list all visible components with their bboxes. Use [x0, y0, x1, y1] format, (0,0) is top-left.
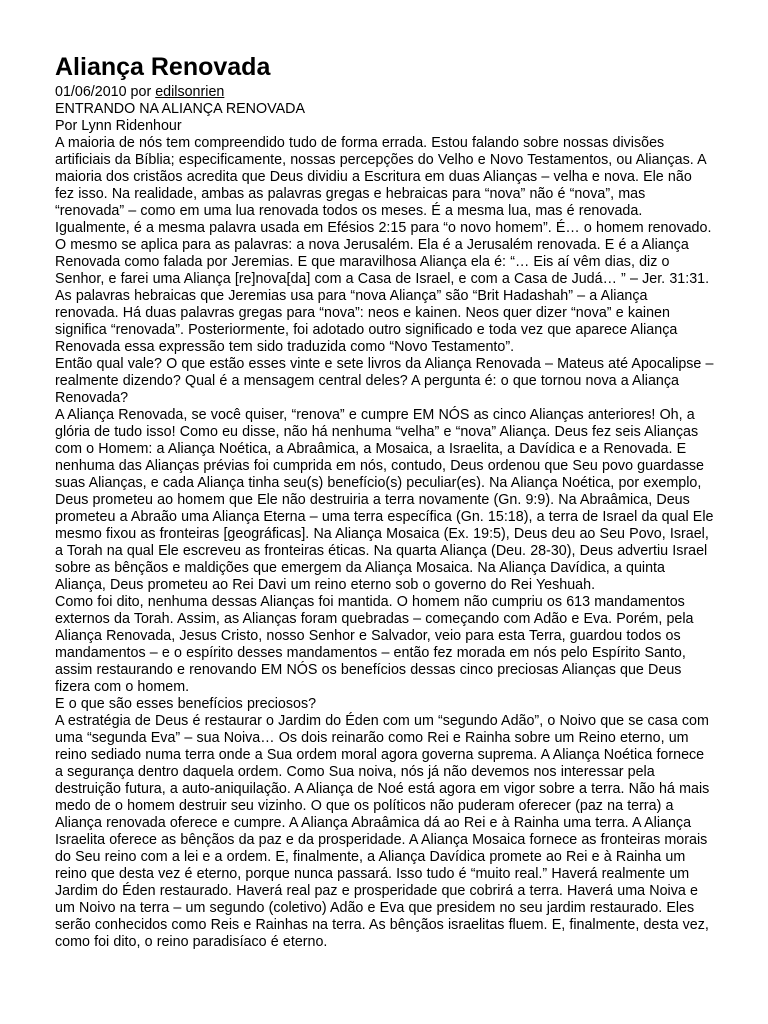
paragraph: Como foi dito, nenhuma dessas Alianças foi mantida. O homem não cumpriu os 613 mandamentos externos da Torah. Assim, as Alianças foram quebradas – começando com Adão e Eva. Porém, pela Aliança Renovada, Jesus Cristo, nosso Senhor e Salvador, veio para esta Terra, guardou todos os mandamentos – e o espírito desses mandamentos – então fez morada em nós pelo Espírito Santo, assim restaurando e renovando EM NÓS os benefícios dessas cinco preciosas Alianças que Deus fizera com o homem.	[55, 594, 694, 695]
article-byline: Por Lynn Ridenhour	[55, 118, 182, 134]
post-date: 01/06/2010	[55, 84, 127, 100]
author-link[interactable]: edilsonrien	[155, 84, 225, 100]
page-title: Aliança Renovada	[55, 53, 271, 81]
paragraph: A maioria de nós tem compreendido tudo de forma errada. Estou falando sobre nossas divisões artificiais da Bíblia; especificamente, nossas percepções do Velho e Novo Testamentos, ou Alianças. A maioria dos cristãos acredita que Deus dividiu a Escritura em duas Alianças – velha e nova. Ele não fez isso. Na realidade, ambas as palavras gregas e hebraicas para “nova” não é “nova”, mas “renovada” – como em uma lua renovada todos os meses. É a mesma lua, mas é renovada. Igualmente, é a mesma palavra usada em Efésios 2:15 para “o novo homem”. É… o homem renovado. O mesmo se aplica para as palavras: a nova Jerusalém. Ela é a Jerusalém renovada. E é a Aliança Renovada como falada por Jeremias. E que maravilhosa Aliança ela é: “… Eis aí vêm dias, diz o Senhor, e farei uma Aliança [re]nova[da] com a Casa de Israel, e com a Casa de Judá… ” – Jer. 31:31.	[55, 135, 712, 287]
article-subtitle: ENTRANDO NA ALIANÇA RENOVADA	[55, 101, 305, 117]
post-by: por	[130, 84, 152, 100]
paragraph: Então qual vale? O que estão esses vinte e sete livros da Aliança Renovada – Mateus até Apocalipse – realmente dizendo? Qual é a mensagem central deles? A pergunta é: o que tornou nova a Aliança Renovada?	[55, 356, 714, 406]
paragraph: A estratégia de Deus é restaurar o Jardim do Éden com um “segundo Adão”, o Noivo que se casa com uma “segunda Eva” – sua Noiva… Os dois reinarão como Rei e Rainha sobre um Reino eterno, um reino sediado numa terra onde a Sua ordem moral agora governa suprema. A Aliança Noética fornece a segurança dentro daquela ordem. Como Sua noiva, nós já não devemos nos interessar pela destruição futura, a auto-aniquilação. A Aliança de Noé está agora em vigor sobre a terra. Não há mais medo de o homem destruir seu vizinho. O que os políticos não puderam oferecer (paz na terra) a Aliança renovada oferece e cumpre. A Aliança Abraâmica dá ao Rei e à Rainha uma terra. A Aliança Israelita oferece as bênçãos da paz e da prosperidade. A Aliança Mosaica fornece as fronteiras morais do Seu reino com a lei e a ordem. E, finalmente, a Aliança Davídica promete ao Rei e à Rainha um reino que desta vez é eterno, porque nunca passará. Isso tudo é “muito real.” Haverá realmente um Jardim do Éden restaurado. Haverá real paz e prosperidade que cobrirá a terra. Haverá uma Noiva e um Noivo na terra – um segundo (coletivo) Adão e Eva que presidem no seu jardim restaurado. Eles serão conhecidos como Reis e Rainhas na terra. As bênçãos israelitas fluem. E, finalmente, desta vez, como foi dito, o reino paradisíaco é eterno.	[55, 713, 710, 950]
paragraph: As palavras hebraicas que Jeremias usa para “nova Aliança” são “Brit Hadashah” – a Aliança renovada. Há duas palavras gregas para “nova”: neos e kainen. Neos quer dizer “nova” e kainen significa “renovada”. Posteriormente, foi adotado outro significado e toda vez que aparece Aliança Renovada essa expressão tem sido traduzida como “Novo Testamento”.	[55, 288, 678, 355]
post-meta	[55, 84, 715, 101]
article	[55, 50, 715, 951]
paragraph: E o que são esses benefícios preciosos?	[55, 696, 317, 712]
paragraph: A Aliança Renovada, se você quiser, “renova” e cumpre EM NÓS as cinco Alianças anteriores! Oh, a glória de tudo isso! Como eu disse, não há nenhuma “velha” e “nova” Aliança. Deus fez seis Alianças com o Homem: a Aliança Noética, a Abraâmica, a Mosaica, a Israelita, a Davídica e a Renovada. E nenhuma das Alianças prévias foi cumprida em nós, contudo, Deus ordenou que Seu povo guardasse suas Alianças, e cada Aliança tinha seu(s) benefício(s) peculiar(es). Na Aliança Noética, por exemplo, Deus prometeu ao homem que Ele não destruiria a terra novamente (Gn. 9:9). Na Abraâmica, Deus prometeu a Abraão uma Aliança Eterna – uma terra específica (Gn. 15:18), a terra de Israel da qual Ele mesmo fixou as fronteiras [geográficas]. Na Aliança Mosaica (Ex. 19:5), Deus deu ao Seu Povo, Israel, a Torah na qual Ele escreveu as fronteiras éticas. Na quarta Aliança (Deu. 28-30), Deus advertiu Israel sobre as bênçãos e maldições que emergem da Aliança Mosaica. Na Aliança Davídica, a quinta Aliança, Deus prometeu ao Rei Davi um reino eterno sob o governo do Rei Yeshuah.	[55, 407, 714, 593]
